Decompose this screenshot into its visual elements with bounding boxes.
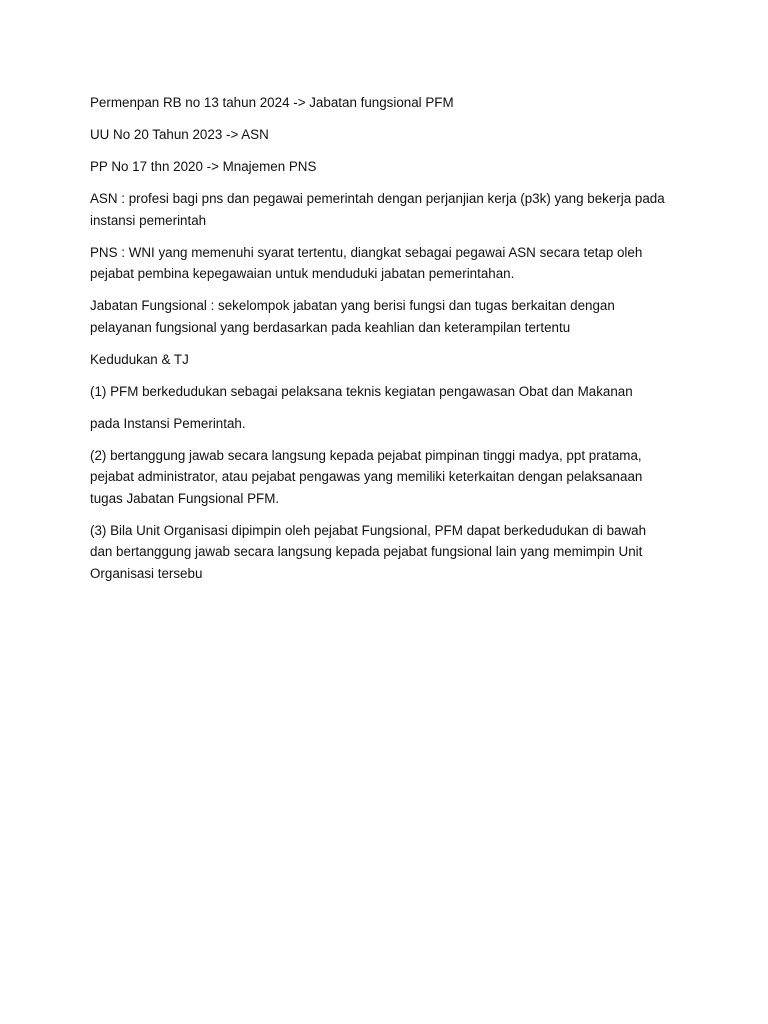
paragraph-pp-pns — [90, 156, 690, 178]
document-body — [90, 92, 690, 595]
paragraph-pns-definition — [90, 242, 690, 285]
text-line: (3) Bila Unit Organisasi dipimpin oleh pejabat Fungsional, PFM dapat berkedudukan di bawah — [90, 522, 647, 538]
text-line: Jabatan Fungsional : sekelompok jabatan yang berisi fungsi dan tugas berkaitan dengan — [90, 298, 615, 313]
text-line: pejabat administrator, atau pejabat pengawas yang memiliki keterkaitan dengan pelaksanaan — [90, 469, 643, 484]
paragraph-asn-definition — [90, 188, 690, 231]
paragraph-point-1-continued — [90, 413, 690, 435]
text-line: instansi pemerintah — [90, 212, 207, 228]
paragraph-point-1 — [90, 381, 690, 403]
text-line: UU No 20 Tahun 2023 -> ASN — [90, 127, 269, 142]
text-line: (2) bertanggung jawab secara langsung kepada pejabat pimpinan tinggi madya, ppt pratama, — [90, 447, 642, 463]
paragraph-jabatan-fungsional — [90, 295, 690, 338]
paragraph-uu-asn — [90, 124, 690, 146]
text-line: pada Instansi Pemerintah. — [90, 415, 246, 431]
text-line: pejabat pembina kepegawaian untuk menduduki jabatan pemerintahan. — [90, 266, 515, 281]
paragraph-point-3 — [90, 520, 690, 585]
text-line: ASN : profesi bagi pns dan pegawai pemerintah dengan perjanjian kerja (p3k) yang bekerja pada — [90, 191, 665, 206]
text-line: Kedudukan & TJ — [90, 351, 189, 367]
text-line: PNS : WNI yang memenuhi syarat tertentu, diangkat sebagai pegawai ASN secara tetap oleh — [90, 244, 643, 260]
text-line: tugas Jabatan Fungsional PFM. — [90, 490, 280, 506]
paragraph-permenpan — [90, 92, 690, 114]
text-line: PP No 17 thn 2020 -> Mnajemen PNS — [90, 159, 317, 174]
paragraph-point-2 — [90, 445, 690, 510]
text-line: dan bertanggung jawab secara langsung kepada pejabat fungsional lain yang memimpin Unit — [90, 544, 643, 559]
text-line: (1) PFM berkedudukan sebagai pelaksana teknis kegiatan pengawasan Obat dan Makanan — [90, 383, 633, 399]
text-line: pelayanan fungsional yang berdasarkan pada keahlian dan keterampilan tertentu — [90, 319, 571, 335]
text-line: Permenpan RB no 13 tahun 2024 -> Jabatan fungsional PFM — [90, 95, 454, 110]
text-line: Organisasi tersebu — [90, 565, 203, 581]
heading-kedudukan — [90, 349, 690, 371]
